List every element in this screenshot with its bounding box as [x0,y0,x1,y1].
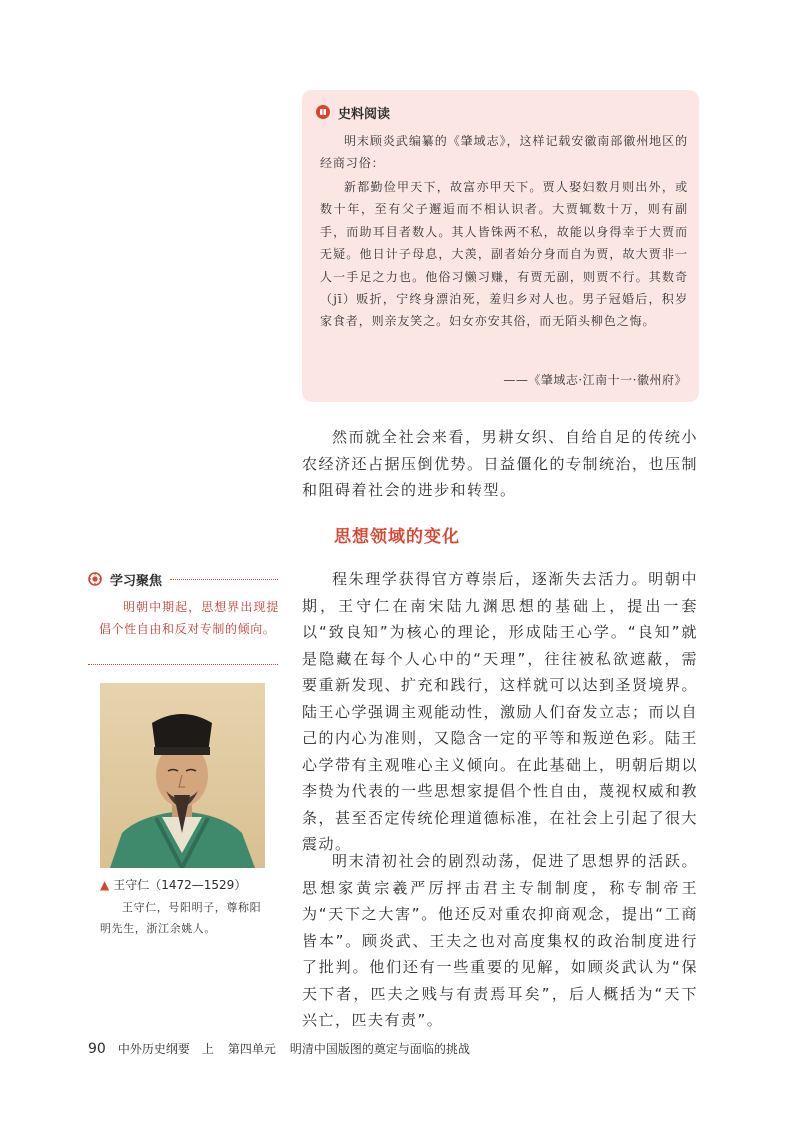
study-focus-text: 明朝中期起，思想界出现提倡个性自由和反对专制的倾向。 [99,600,279,636]
study-focus-divider [88,664,278,665]
source-reading-title: 史料阅读 [338,106,391,122]
source-citation: ——《肇域志·江南十一·徽州府》 [503,373,687,387]
portrait-caption-title-text: 王守仁（1472—1529） [113,878,247,892]
source-reading-intro: 明末顾炎武编纂的《肇域志》，这样记载安徽南部徽州地区的经商习俗： [320,134,688,171]
study-focus-header [88,570,278,588]
unit-label: 第四单元 [227,1042,276,1056]
source-reading-header [316,102,390,122]
page-number: 90 [88,1041,106,1057]
portrait-caption-text: 王守仁，号阳明子，尊称阳明先生，浙江余姚人。 [100,901,262,935]
section-heading: 思想领域的变化 [334,527,460,547]
source-reading-box [302,90,699,402]
paragraph-neo-confucianism: 程朱理学获得官方尊崇后，逐渐失去活力。明朝中期，王守仁在南宋陆九渊思想的基础上，提出一套以“致良知”为核心的理论，形成陆王心学。“良知”就是隐藏在每个人心中的“天理”，往往被私欲遮蔽，需要重新发现、扩充和践行，这样就可以达到圣贤境界。陆王心学强调主观能动性，激励人们奋发立志；而以自己的内心为准则，又隐含一定的平等和叛逆色彩。陆王心学带有主观唯心主义倾向。在此基础上，明朝后期以李贽为代表的一些思想家提倡个性自由，蔑视权威和教条，甚至否定传统伦理道德标准，在社会上引起了很大震动。 [302,570,699,853]
page-footer [88,1040,470,1057]
book-title: 中外历史纲要 上 [117,1042,214,1056]
book-icon [316,105,330,119]
wang-shouren-portrait [100,683,265,868]
triangle-icon: ▲ [100,878,110,892]
portrait-caption-title [100,876,246,893]
unit-title: 明清中国版图的奠定与面临的挑战 [289,1042,470,1056]
paragraph-economy: 然而就全社会来看，男耕女织、自给自足的传统小农经济还占据压倒优势。日益僵化的专制统治，也压制和阻碍着社会的进步和转型。 [302,428,699,499]
source-reading-quote: 新都勤俭甲天下，故富亦甲天下。贾人娶妇数月则出外，或数十年，至有父子邂逅而不相认识者。大贾辄数十万，则有副手，而助耳目者数人。其人皆铢两不私，故能以身得幸于大贾而无疑。他日计子母息，大羡，副者始分身而自为贾，故大贾非一人一手足之力也。他俗习懒习赚，有贾无副，则贾不行。其数奇（jī）贩折，宁终身漂泊死，羞归乡对人也。男子冠婚后，积岁家食者，则亲友笑之。妇女亦安其俗，而无陌头柳色之悔。 [320,180,688,329]
focus-icon [88,572,102,586]
study-focus-title: 学习聚焦 [110,573,163,589]
study-focus-rule [170,579,278,580]
paragraph-late-ming-thought: 明末清初社会的剧烈动荡，促进了思想界的活跃。思想家黄宗羲严厉抨击君主专制制度，称专制帝王为“天下之大害”。他还反对重农抑商观念，提出“工商皆本”。顾炎武、王夫之也对高度集权的政治制度进行了批判。他们还有一些重要的见解，如顾炎武认为“保天下者，匹夫之贱与有责焉耳矣”，后人概括为“天下兴亡，匹夫有责”。 [302,852,698,1029]
